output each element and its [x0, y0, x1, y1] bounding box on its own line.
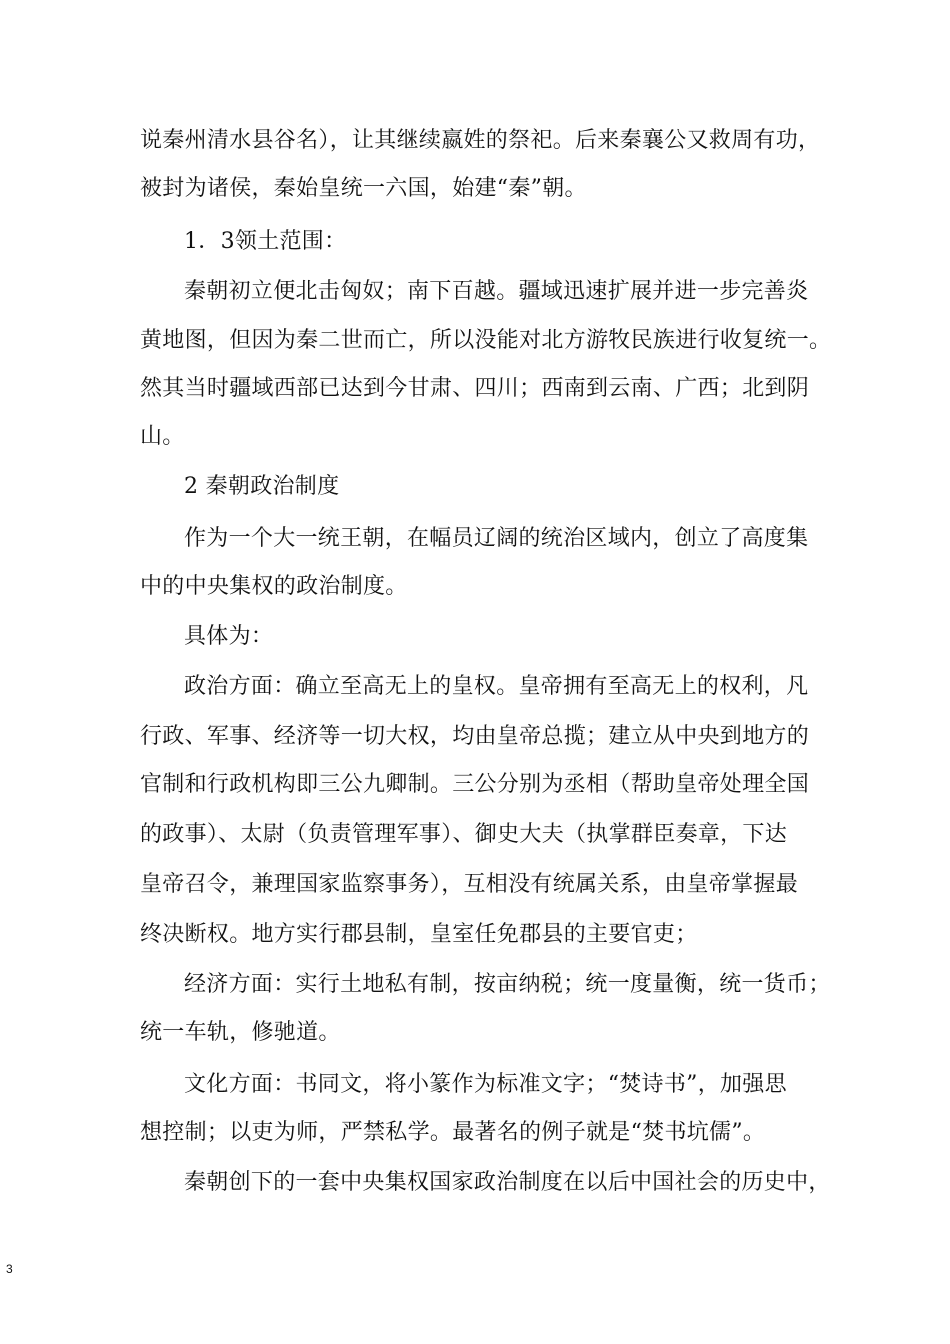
page-number: 3	[6, 1262, 13, 1276]
text-line: 统一车轨，修驰道。	[140, 1020, 341, 1045]
text-line: 黄地图，但因为秦二世而亡，所以没能对北方游牧民族进行收复统一。	[140, 328, 832, 353]
text-line: 行政、军事、经济等一切大权，均由皇帝总揽；建立从中央到地方的	[140, 724, 810, 749]
section-heading: 1．3领土范围：	[184, 229, 347, 254]
text-line: 说秦州清水县谷名），让其继续嬴姓的祭祀。后来秦襄公又救周有功，	[140, 128, 821, 153]
paragraph-start-line: 作为一个大一统王朝，在幅员辽阔的统治区域内，创立了高度集	[184, 526, 809, 551]
text-line: 官制和行政机构即三公九卿制。三公分别为丞相（帮助皇帝处理全国	[140, 772, 810, 797]
paragraph-start-line: 政治方面：确立至高无上的皇权。皇帝拥有至高无上的权利，凡	[184, 674, 809, 699]
paragraph-start-line: 具体为：	[184, 624, 274, 649]
text-line: 皇帝召令，兼理国家监察事务），互相没有统属关系，由皇帝掌握最	[140, 872, 799, 897]
paragraph-start-line: 秦朝初立便北击匈奴；南下百越。疆域迅速扩展并进一步完善炎	[184, 279, 809, 304]
paragraph-start-line: 经济方面：实行土地私有制，按亩纳税；统一度量衡，统一货币；	[184, 972, 831, 997]
text-line: 被封为诸侯，秦始皇统一六国，始建“秦”朝。	[140, 176, 587, 201]
text-line: 想控制；以吏为师，严禁私学。最著名的例子就是“焚书坑儒”。	[140, 1120, 766, 1145]
paragraph-start-line: 秦朝创下的一套中央集权国家政治制度在以后中国社会的历史中，	[184, 1170, 831, 1195]
text-line: 终决断权。地方实行郡县制，皇室任免郡县的主要官吏；	[140, 922, 698, 947]
section-heading: 2 秦朝政治制度	[184, 474, 340, 499]
text-line: 的政事）、太尉（负责管理军事）、御史大夫（执掌群臣奏章，下达	[140, 822, 788, 847]
text-line: 然其当时疆域西部已达到今甘肃、四川；西南到云南、广西；北到阴	[140, 376, 810, 401]
paragraph-start-line: 文化方面：书同文，将小篆作为标准文字；“焚诗书”，加强思	[184, 1072, 787, 1097]
text-line: 中的中央集权的政治制度。	[140, 574, 408, 599]
text-line: 山。	[140, 424, 185, 449]
